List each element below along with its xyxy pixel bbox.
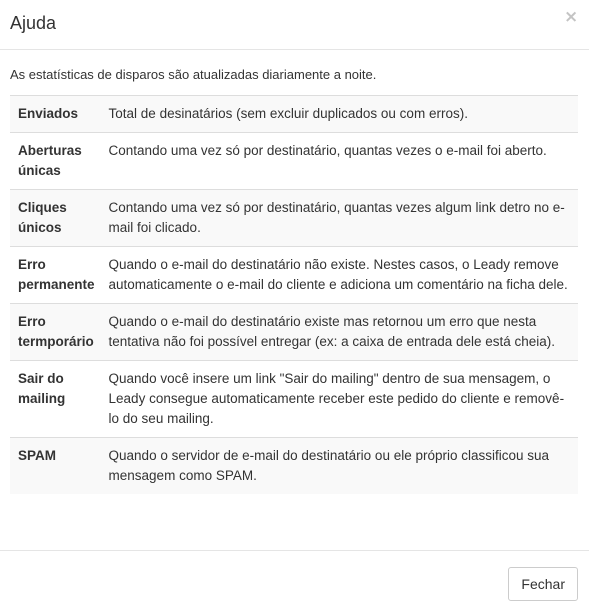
description-cell: Quando o servidor de e-mail do destinatário ou ele próprio classificou sua mensagem como SPAM. bbox=[101, 438, 578, 495]
table-row bbox=[10, 133, 578, 190]
close-icon[interactable]: × bbox=[564, 7, 579, 27]
help-table bbox=[10, 95, 578, 494]
modal-title: Ajuda bbox=[10, 13, 57, 33]
table-row bbox=[10, 438, 578, 495]
description-cell: Quando o e-mail do destinatário existe mas retornou um erro que nesta tentativa não foi possível entregar (ex: a caixa de entrada dele está cheia). bbox=[101, 304, 578, 361]
table-row bbox=[10, 304, 578, 361]
description-cell: Total de desinatários (sem excluir duplicados ou com erros). bbox=[101, 96, 578, 133]
term-cell: Aberturas únicas bbox=[10, 133, 101, 190]
term-cell: Erro termporário bbox=[10, 304, 101, 361]
table-row bbox=[10, 190, 578, 247]
table-row bbox=[10, 96, 578, 133]
table-row bbox=[10, 247, 578, 304]
term-cell: Cliques únicos bbox=[10, 190, 101, 247]
term-cell: Erro permanente bbox=[10, 247, 101, 304]
intro-text: As estatísticas de disparos são atualizadas diariamente a noite. bbox=[10, 67, 377, 82]
description-cell: Contando uma vez só por destinatário, quantas vezes algum link detro no e-mail foi clicado. bbox=[101, 190, 578, 247]
table-row bbox=[10, 361, 578, 438]
modal-footer bbox=[0, 550, 589, 613]
term-cell: Sair do mailing bbox=[10, 361, 101, 438]
term-cell: Enviados bbox=[10, 96, 101, 133]
close-button[interactable]: Fechar bbox=[508, 567, 578, 601]
description-cell: Quando o e-mail do destinatário não existe. Nestes casos, o Leady remove automaticamente o e-mail do cliente e adiciona um comentário na ficha dele. bbox=[101, 247, 578, 304]
modal-header bbox=[0, 0, 589, 50]
modal-body bbox=[0, 50, 589, 494]
description-cell: Contando uma vez só por destinatário, quantas vezes o e-mail foi aberto. bbox=[101, 133, 578, 190]
term-cell: SPAM bbox=[10, 438, 101, 495]
description-cell: Quando você insere um link "Sair do mailing" dentro de sua mensagem, o Leady consegue automaticamente receber este pedido do cliente e removê-lo do seu mailing. bbox=[101, 361, 578, 438]
